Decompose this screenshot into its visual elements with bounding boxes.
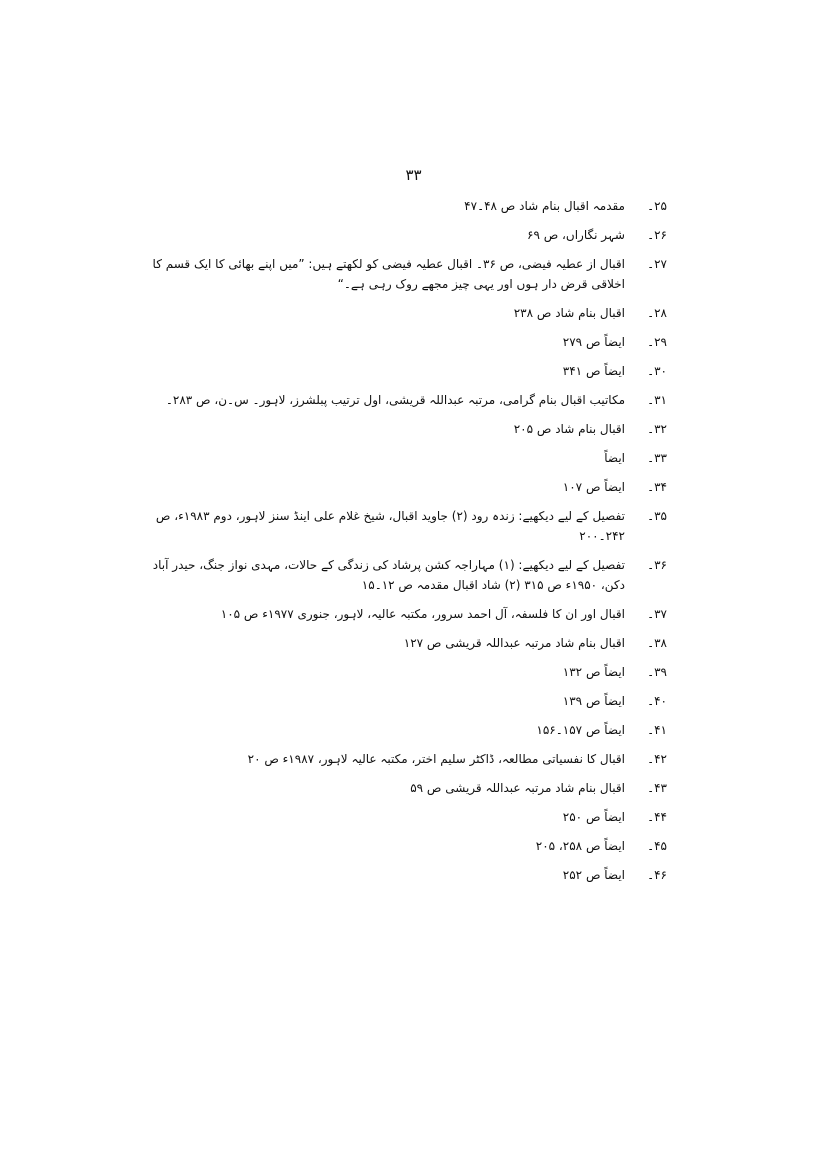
footnote-item [147, 778, 667, 798]
footnote-number: ۴۰۔ [647, 694, 667, 708]
footnote-text: ایضاً [604, 451, 625, 465]
footnote-number: ۲۹۔ [647, 335, 667, 349]
footnote-text: ایضاً ص ۲۵۲ [562, 868, 625, 882]
footnote-item [147, 361, 667, 381]
footnote-number: ۴۱۔ [647, 723, 667, 737]
footnote-text: ایضاً ص ۱۵۷۔۱۵۶ [536, 723, 625, 737]
footnote-item [147, 807, 667, 827]
footnote-item [147, 303, 667, 323]
footnote-number: ۳۵۔ [647, 509, 667, 523]
footnote-item [147, 419, 667, 439]
footnote-text: اقبال اور ان کا فلسفہ، آل احمد سرور، مکتبہ عالیہ، لاہور، جنوری ۱۹۷۷ء ص ۱۰۵ [220, 607, 625, 621]
footnote-text: اقبال از عطیہ فیضی، ص ۳۶۔ اقبال عطیہ فیضی کو لکھتے ہیں: ”میں اپنے بھائی کا ایک قسم کا اخلاقی قرض دار ہوں اور یہی چیز مجھے روک رہی ہے۔“ [152, 257, 625, 291]
footnote-text: مقدمہ اقبال بنام شاد ص ۴۸۔۴۷ [464, 199, 625, 213]
footnote-item [147, 662, 667, 682]
footnote-text: اقبال بنام شاد مرتبہ عبداللہ قریشی ص ۵۹ [410, 781, 625, 795]
footnote-item [147, 332, 667, 352]
footnote-number: ۲۵۔ [647, 199, 667, 213]
footnote-number: ۳۲۔ [647, 422, 667, 436]
footnote-text: مکاتیب اقبال بنام گرامی، مرتبہ عبداللہ قریشی، اول ترتیب پبلشرز، لاہور۔ س۔ن، ص ۲۸۳۔ [165, 393, 625, 407]
footnote-number: ۳۱۔ [647, 393, 667, 407]
footnote-number: ۳۶۔ [647, 558, 667, 572]
footnote-text: ایضاً ص ۲۵۸، ۲۰۵ [535, 839, 625, 853]
footnote-number: ۴۶۔ [647, 868, 667, 882]
footnote-item [147, 720, 667, 740]
footnote-item [147, 749, 667, 769]
footnote-number: ۳۰۔ [647, 364, 667, 378]
footnote-item [147, 448, 667, 468]
footnote-item [147, 836, 667, 856]
footnote-number: ۴۳۔ [647, 781, 667, 795]
footnote-text: اقبال بنام شاد ص ۲۰۵ [513, 422, 625, 436]
footnote-item [147, 691, 667, 711]
footnote-text: اقبال بنام شاد ص ۲۳۸ [513, 306, 625, 320]
footnote-number: ۲۷۔ [647, 257, 667, 271]
footnote-item [147, 633, 667, 653]
footnote-number: ۲۶۔ [647, 228, 667, 242]
footnote-item [147, 555, 667, 595]
footnote-text: تفصیل کے لیے دیکھیے: (۱) مہاراجہ کشن پرشاد کی زندگی کے حالات، مہدی نواز جنگ، حیدر آباد دکن، ۱۹۵۰ء ص ۳۱۵ (۲) شاد اقبال مقدمہ ص ۱۲۔۱۵ [152, 558, 625, 592]
footnote-text: ایضاً ص ۱۳۲ [562, 665, 625, 679]
footnote-text: تفصیل کے لیے دیکھیے: زندہ رود (۲) جاوید اقبال، شیخ غلام علی اینڈ سنز لاہور، دوم ۱۹۸۳ء، ص ۲۴۲۔۲۰۰ [155, 509, 625, 543]
footnote-text: اقبال بنام شاد مرتبہ عبداللہ قریشی ص ۱۲۷ [403, 636, 625, 650]
footnote-item [147, 604, 667, 624]
footnote-item [147, 477, 667, 497]
footnote-number: ۳۷۔ [647, 607, 667, 621]
footnote-number: ۳۴۔ [647, 480, 667, 494]
footnote-number: ۴۴۔ [647, 810, 667, 824]
footnote-item [147, 865, 667, 885]
footnote-text: ایضاً ص ۱۳۹ [562, 694, 625, 708]
footnote-text: ایضاً ص ۲۷۹ [562, 335, 625, 349]
footnote-text: ایضاً ص ۲۵۰ [562, 810, 625, 824]
footnote-number: ۳۳۔ [647, 451, 667, 465]
footnote-text: شہر نگاراں، ص ۶۹ [527, 228, 625, 242]
footnote-text: ایضاً ص ۱۰۷ [562, 480, 625, 494]
footnote-text: ایضاً ص ۳۴۱ [562, 364, 625, 378]
footnote-item [147, 225, 667, 245]
footnote-number: ۲۸۔ [647, 306, 667, 320]
footnote-item [147, 506, 667, 546]
footnote-number: ۳۹۔ [647, 665, 667, 679]
footnote-number: ۴۵۔ [647, 839, 667, 853]
footnote-text: اقبال کا نفسیاتی مطالعہ، ڈاکٹر سلیم اختر، مکتبہ عالیہ لاہور، ۱۹۸۷ء ص ۲۰ [247, 752, 625, 766]
footnote-number: ۴۲۔ [647, 752, 667, 766]
page-number: ۳۳ [405, 166, 422, 184]
footnote-number: ۳۸۔ [647, 636, 667, 650]
footnote-list [147, 196, 667, 894]
footnote-item [147, 254, 667, 294]
footnote-item [147, 196, 667, 216]
footnote-item [147, 390, 667, 410]
